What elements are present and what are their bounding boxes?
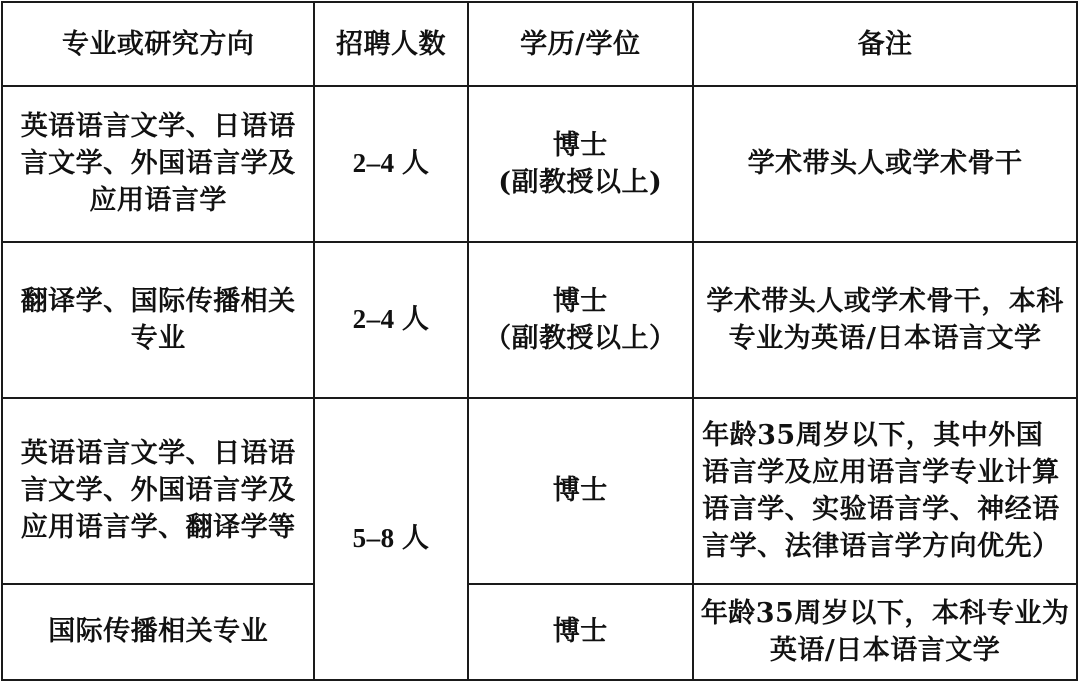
table-row <box>2 398 1077 584</box>
degree-label: 博士 <box>552 616 608 648</box>
table-row <box>2 86 1077 242</box>
cell-note: 学术带头人或学术骨干，本科专业为英语/日本语言文学 <box>693 242 1077 398</box>
table-row <box>2 242 1077 398</box>
cell-count: 5–8 人 <box>314 398 467 680</box>
cell-degree <box>468 584 694 681</box>
table-row <box>2 584 1077 681</box>
cell-degree <box>468 242 694 398</box>
degree-label: 博士 <box>552 129 608 161</box>
header-count: 招聘人数 <box>314 2 467 86</box>
cell-degree <box>468 86 694 242</box>
cell-degree <box>468 398 694 584</box>
degree-label: 博士 <box>552 285 608 317</box>
cell-major: 英语语言文学、日语语言文学、外国语言学及应用语言学 <box>2 86 314 242</box>
cell-note: 学术带头人或学术骨干 <box>693 86 1077 242</box>
cell-count: 2–4 人 <box>314 86 467 242</box>
cell-major: 翻译学、国际传播相关专业 <box>2 242 314 398</box>
degree-qualifier: （副教授以上） <box>484 322 677 354</box>
degree-label: 博士 <box>552 475 608 507</box>
cell-count: 2–4 人 <box>314 242 467 398</box>
header-major: 专业或研究方向 <box>2 2 314 86</box>
cell-note: 年龄35周岁以下，其中外国语言学及应用语言学专业计算语言学、实验语言学、神经语言学、法律语言学方向优先） <box>693 398 1077 584</box>
degree-qualifier: (副教授以上) <box>498 166 663 198</box>
recruitment-table <box>1 1 1078 681</box>
header-note: 备注 <box>693 2 1077 86</box>
cell-major: 英语语言文学、日语语言文学、外国语言学及应用语言学、翻译学等 <box>2 398 314 584</box>
cell-major: 国际传播相关专业 <box>2 584 314 681</box>
table-header-row <box>2 2 1077 86</box>
cell-note: 年龄35周岁以下，本科专业为英语/日本语言文学 <box>693 584 1077 681</box>
header-degree: 学历/学位 <box>468 2 694 86</box>
